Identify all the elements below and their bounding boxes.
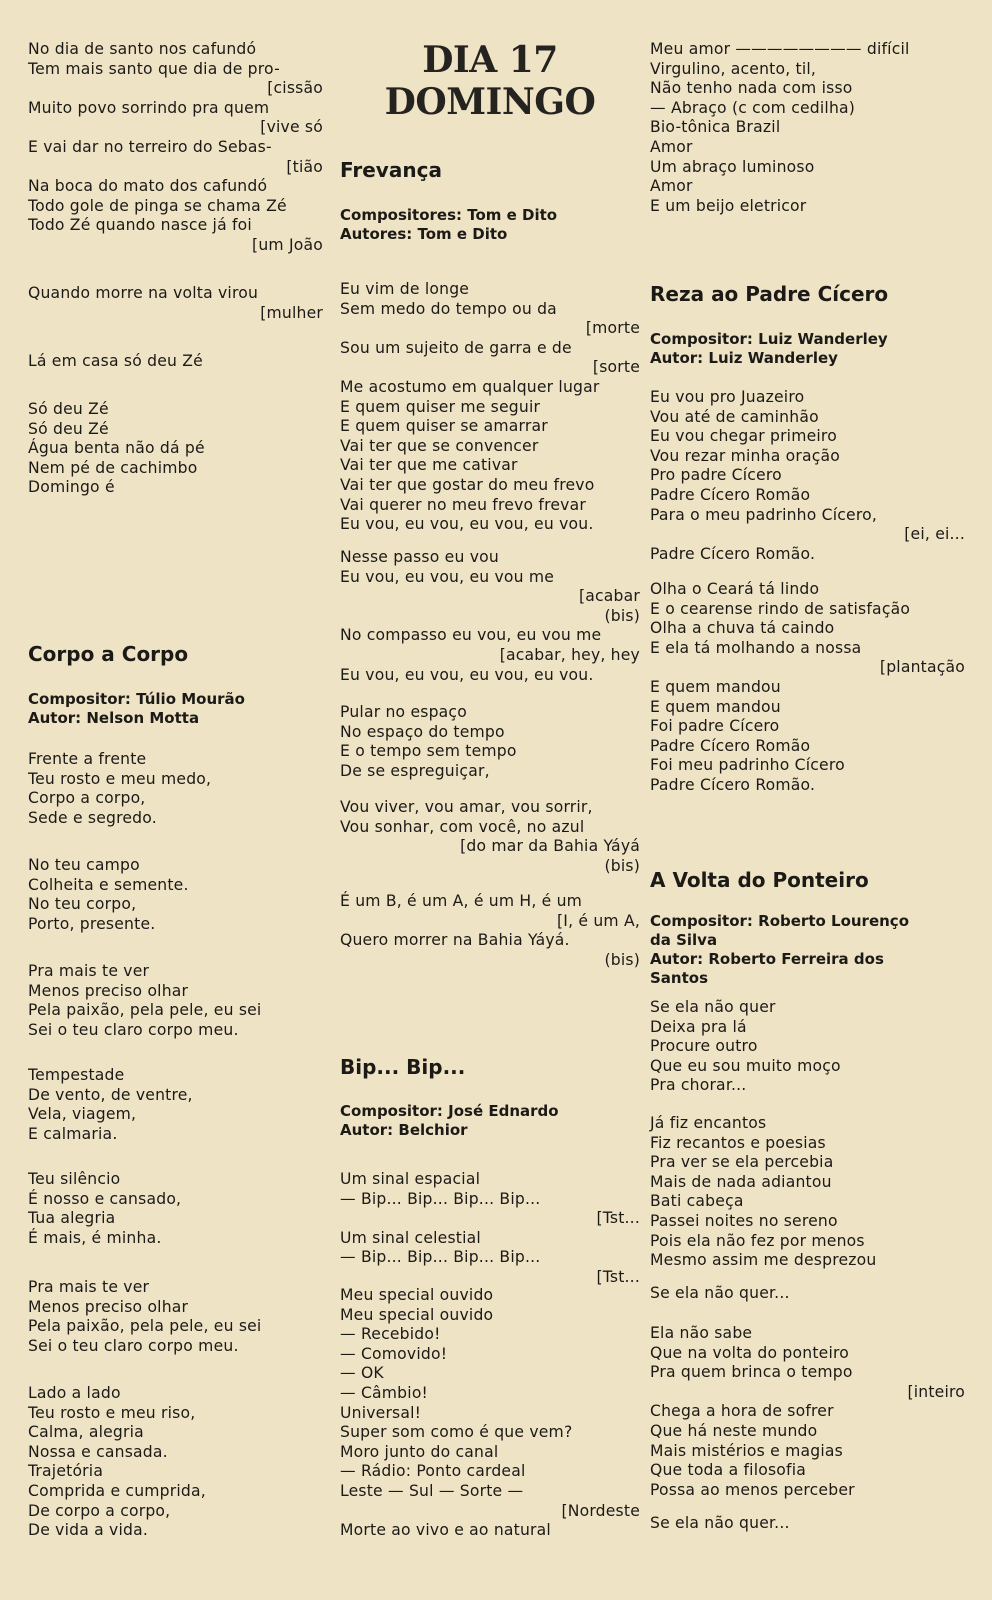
lyric-line: Nem pé de cachimbo <box>28 458 198 477</box>
lyric-line: Possa ao menos perceber <box>650 1480 855 1499</box>
composer-credit: Compositores: Tom e Dito <box>340 206 558 224</box>
lyric-line: Teu rosto e meu riso, <box>28 1403 196 1422</box>
lyric-line: Só deu Zé <box>28 419 109 438</box>
day-heading: DIA 17 <box>422 39 558 81</box>
lyric-line: Bati cabeça <box>650 1192 744 1211</box>
song-credits <box>650 912 965 988</box>
stanza <box>650 388 965 564</box>
lyric-line: Nesse passo eu vou <box>340 548 499 566</box>
lyric-line: — Recebido! <box>340 1325 441 1344</box>
stanza <box>28 1066 323 1144</box>
lyric-line: Me acostumo em qualquer lugar <box>340 377 600 396</box>
verse-block <box>28 40 323 256</box>
lyric-line: Frente a frente <box>28 750 147 768</box>
lyric-line: E vai dar no terreiro do Sebas- <box>28 137 272 156</box>
lyric-line: No dia de santo nos cafundó <box>28 40 257 58</box>
lyric-line: Pular no espaço <box>340 703 467 721</box>
song-header <box>340 1055 640 1079</box>
lyric-line: (bis) <box>604 856 640 875</box>
lyric-line: Foi padre Cícero <box>650 717 780 736</box>
lyric-line: [inteiro <box>907 1382 965 1401</box>
lyric-line: Passei noites no sereno <box>650 1211 838 1230</box>
lyric-line: Olha a chuva tá caindo <box>650 619 835 638</box>
lyric-line: Vou até de caminhão <box>650 407 819 426</box>
lyric-line: Tem mais santo que dia de pro- <box>28 59 280 78</box>
lyric-line: Foi meu padrinho Cícero <box>650 756 845 775</box>
lyric-line: Menos preciso olhar <box>28 981 189 1000</box>
lyric-line: Sede e segredo. <box>28 808 157 827</box>
lyric-line: [acabar <box>578 587 640 606</box>
lyric-line: [vive só <box>260 118 323 137</box>
lyric-line: Lado a lado <box>28 1384 121 1402</box>
lyric-line: E o cearense rindo de satisfação <box>650 599 911 618</box>
lyric-line: Eu vim de longe <box>340 280 470 298</box>
song-title: A Volta do Ponteiro <box>650 868 869 892</box>
lyric-line: De se espreguiçar, <box>340 761 490 780</box>
lyric-line: No teu campo <box>28 856 140 874</box>
stanza <box>340 892 640 970</box>
stanza <box>340 1286 640 1541</box>
lyric-line: Todo gole de pinga se chama Zé <box>28 196 287 215</box>
lyric-line: Já fiz encantos <box>650 1114 767 1132</box>
lyric-line: É um B, é um A, é um H, é um <box>340 892 583 910</box>
stanza <box>650 1514 965 1534</box>
lyric-line: Eu vou, eu vou, eu vou me <box>340 567 555 586</box>
lyric-line: Pra ver se ela percebia <box>650 1153 834 1172</box>
lyric-line: Muito povo sorrindo pra quem <box>28 98 270 117</box>
lyric-line: Pela paixão, pela pele, eu sei <box>28 1001 262 1020</box>
lyric-line: Pra mais te ver <box>28 1278 150 1296</box>
lyric-line: Só deu Zé <box>28 400 109 418</box>
lyric-line: Padre Cícero Romão. <box>650 775 816 794</box>
composer-credit: Compositor: Luiz Wanderley <box>650 330 888 348</box>
lyric-line: Sou um sujeito de garra e de <box>340 338 572 357</box>
lyric-line: Super som como é que vem? <box>340 1423 573 1442</box>
verse-block <box>28 284 323 323</box>
lyric-line: Um abraço luminoso <box>650 157 815 176</box>
lyric-line: Quando morre na volta virou <box>28 284 259 302</box>
lyric-line: Quero morrer na Bahia Yáyá. <box>340 931 570 950</box>
lyric-line: [I, é um A, <box>556 911 640 930</box>
author-credit: Autor: Roberto Ferreira dos <box>650 950 884 968</box>
lyric-line: [um João <box>252 235 323 254</box>
lyric-line: — Abraço (c com cedilha) <box>650 98 856 117</box>
lyric-line: E calmaria. <box>28 1124 118 1143</box>
lyric-line: E quem mandou <box>650 697 781 716</box>
lyric-line: Pela paixão, pela pele, eu sei <box>28 1317 262 1336</box>
lyric-line: Pra quem brinca o tempo <box>650 1363 853 1382</box>
lyric-line: Morte ao vivo e ao natural <box>340 1521 551 1540</box>
lyric-line: Que toda a filosofia <box>650 1461 807 1480</box>
stanza <box>340 548 640 685</box>
lyric-line: Tua alegria <box>28 1209 116 1228</box>
lyric-line: Menos preciso olhar <box>28 1297 189 1316</box>
lyric-line: Sei o teu claro corpo meu. <box>28 1336 239 1355</box>
composer-credit: Compositor: Roberto Lourenço <box>650 912 909 930</box>
lyric-line: De vento, de ventre, <box>28 1085 193 1104</box>
lyric-line: [tião <box>286 157 323 176</box>
song-title: Corpo a Corpo <box>28 642 189 666</box>
lyric-line: Amor <box>650 137 693 156</box>
lyric-line: Sem medo do tempo ou da <box>340 299 557 318</box>
lyric-line: Bio-tônica Brazil <box>650 118 781 137</box>
song-title: Bip... Bip... <box>340 1055 466 1079</box>
lyric-line: Padre Cícero Romão <box>650 485 811 504</box>
lyric-line: Não tenho nada com isso <box>650 79 853 98</box>
lyric-line: Amor <box>650 177 693 196</box>
lyric-line: [morte <box>585 319 640 338</box>
lyric-line: Colheita e semente. <box>28 875 189 894</box>
lyric-line: [Tst... <box>596 1267 640 1286</box>
author-credit: Autores: Tom e Dito <box>340 225 508 243</box>
song-title: Reza ao Padre Cícero <box>650 282 889 306</box>
lyric-line: — Rádio: Ponto cardeal <box>340 1462 526 1481</box>
stanza <box>28 1384 323 1541</box>
lyric-line: E ela tá molhando a nossa <box>650 638 862 657</box>
lyric-line: — Comovido! <box>340 1344 448 1363</box>
lyric-line: E quem quiser se amarrar <box>340 417 548 436</box>
lyric-line: Domingo é <box>28 478 115 497</box>
lyric-line: Meu amor ———————— difícil <box>650 40 910 58</box>
song-credits <box>340 1102 640 1140</box>
lyric-line: E quem quiser me seguir <box>340 397 541 416</box>
stanza <box>28 962 323 1040</box>
stanza <box>340 798 640 876</box>
lyric-line: Padre Cícero Romão. <box>650 544 816 563</box>
lyric-line: Que na volta do ponteiro <box>650 1343 849 1362</box>
lyric-line: Água benta não dá pé <box>28 439 205 458</box>
lyric-line: — OK <box>340 1364 384 1383</box>
stanza <box>340 1170 640 1288</box>
lyric-line: Padre Cícero Romão <box>650 736 811 755</box>
stanza <box>28 750 323 828</box>
lyric-line: E o tempo sem tempo <box>340 742 517 761</box>
song-header <box>650 282 965 306</box>
stanza <box>28 856 323 934</box>
stanza <box>650 1324 965 1500</box>
lyric-line: Nossa e cansada. <box>28 1442 168 1461</box>
lyric-line: Virgulino, acento, til, <box>650 59 817 78</box>
stanza <box>650 1114 965 1271</box>
lyric-line: No compasso eu vou, eu vou me <box>340 626 602 645</box>
composer-credit: Compositor: José Ednardo <box>340 1102 559 1120</box>
stanza <box>28 1278 323 1356</box>
lyric-line: Vai querer no meu frevo frevar <box>340 495 586 514</box>
lyric-line: E quem mandou <box>650 677 781 696</box>
lyric-line: Se ela não quer <box>650 998 776 1016</box>
lyric-line: Teu rosto e meu medo, <box>28 769 212 788</box>
lyric-line: [Nordeste <box>561 1501 640 1520</box>
author-credit: Santos <box>650 969 709 987</box>
stanza <box>650 998 965 1096</box>
author-credit: Autor: Belchior <box>340 1121 468 1139</box>
lyric-line: Chega a hora de sofrer <box>650 1402 834 1421</box>
lyric-line: Que há neste mundo <box>650 1421 818 1440</box>
lyric-line: No espaço do tempo <box>340 722 505 741</box>
song-header <box>340 158 640 182</box>
stanza <box>340 703 640 781</box>
lyric-line: De vida a vida. <box>28 1521 149 1540</box>
lyric-line: Calma, alegria <box>28 1423 144 1442</box>
composer-credit: da Silva <box>650 931 718 949</box>
lyric-line: Sei o teu claro corpo meu. <box>28 1020 239 1039</box>
lyric-line: [sorte <box>592 358 640 377</box>
lyric-line: [plantação <box>879 658 965 677</box>
lyric-line: Procure outro <box>650 1037 758 1056</box>
lyric-line: Que eu sou muito moço <box>650 1056 841 1075</box>
lyric-line: Vai ter que me cativar <box>340 456 518 475</box>
lyric-line: Eu vou, eu vou, eu vou, eu vou. <box>340 665 594 684</box>
lyric-line: Um sinal celestial <box>340 1228 481 1247</box>
lyric-line: [cissão <box>267 79 323 98</box>
lyric-line: Olha o Ceará tá lindo <box>650 580 820 598</box>
song-credits <box>650 330 965 368</box>
song-header <box>28 642 323 666</box>
lyric-line: Teu silêncio <box>28 1170 121 1188</box>
lyric-line: E um beijo eletricor <box>650 196 807 215</box>
lyric-line: Vou rezar minha oração <box>650 446 840 465</box>
lyric-line: Meu special ouvido <box>340 1305 494 1324</box>
lyric-line: [mulher <box>260 303 323 322</box>
song-header <box>650 868 965 892</box>
lyric-line: De corpo a corpo, <box>28 1501 171 1520</box>
lyric-line: Eu vou chegar primeiro <box>650 427 837 446</box>
author-credit: Autor: Nelson Motta <box>28 709 200 727</box>
song-credits <box>28 690 323 728</box>
lyric-line: Mesmo assim me desprezou <box>650 1251 877 1270</box>
stanza <box>650 1284 965 1304</box>
stanza <box>650 580 965 796</box>
lyric-line: Corpo a corpo, <box>28 789 146 808</box>
lyric-line: Deixa pra lá <box>650 1017 747 1036</box>
lyric-line: Mais de nada adiantou <box>650 1172 832 1191</box>
lyric-line: Fiz recantos e poesias <box>650 1133 826 1152</box>
song-title: Frevança <box>340 158 442 182</box>
song-credits <box>340 206 640 244</box>
lyric-line: No teu corpo, <box>28 895 137 914</box>
lyric-line: (bis) <box>604 950 640 969</box>
lyric-line: Um sinal espacial <box>340 1170 481 1188</box>
lyric-line: Trajetória <box>28 1462 104 1481</box>
verse-block <box>650 40 965 216</box>
lyric-line: Pois ela não fez por menos <box>650 1231 865 1250</box>
lyric-line: [do mar da Bahia Yáyá <box>460 837 640 856</box>
author-credit: Autor: Luiz Wanderley <box>650 349 838 367</box>
lyric-line: Pro padre Cícero <box>650 466 782 485</box>
lyric-line: Vai ter que se convencer <box>340 436 539 455</box>
lyric-line: Ela não sabe <box>650 1324 753 1342</box>
lyric-line: Vai ter que gostar do meu frevo <box>340 475 595 494</box>
lyric-line: É nosso e cansado, <box>28 1189 182 1208</box>
lyric-line: Vou sonhar, com você, no azul <box>340 817 585 836</box>
weekday-heading: DOMINGO <box>384 81 596 123</box>
lyric-line: Porto, presente. <box>28 914 156 933</box>
lyric-line: Eu vou pro Juazeiro <box>650 388 805 406</box>
lyric-line: Pra mais te ver <box>28 962 150 980</box>
lyric-line: Leste — Sul — Sorte — <box>340 1481 524 1500</box>
lyric-line: — Bip... Bip... Bip... Bip... <box>340 1248 541 1267</box>
lyric-line: Vela, viagem, <box>28 1105 137 1124</box>
lyric-line: Universal! <box>340 1403 422 1422</box>
verse-block <box>28 352 323 372</box>
lyric-line: Se ela não quer... <box>650 1514 790 1532</box>
lyric-line: Moro junto do canal <box>340 1442 499 1461</box>
stanza <box>340 280 640 535</box>
lyric-line: Vou viver, vou amar, vou sorrir, <box>340 798 593 816</box>
lyric-line: [Tst... <box>596 1209 640 1228</box>
verse-block <box>28 400 323 498</box>
lyric-line: Pra chorar... <box>650 1076 747 1095</box>
composer-credit: Compositor: Túlio Mourão <box>28 690 245 708</box>
lyric-line: [acabar, hey, hey <box>499 645 640 664</box>
lyric-line: Eu vou, eu vou, eu vou, eu vou. <box>340 515 594 534</box>
lyric-line: Todo Zé quando nasce já foi <box>28 216 252 235</box>
lyric-line: Mais mistérios e magias <box>650 1441 843 1460</box>
lyric-line: Se ela não quer... <box>650 1284 790 1302</box>
lyric-line: [ei, ei... <box>904 525 965 544</box>
lyric-line: — Bip... Bip... Bip... Bip... <box>340 1189 541 1208</box>
lyric-line: Na boca do mato dos cafundó <box>28 177 268 196</box>
lyric-line: É mais, é minha. <box>28 1228 162 1247</box>
lyric-line: Tempestade <box>28 1066 125 1084</box>
lyric-line: Para o meu padrinho Cícero, <box>650 505 878 524</box>
lyric-line: Comprida e cumprida, <box>28 1481 206 1500</box>
lyric-line: — Câmbio! <box>340 1383 429 1402</box>
lyric-line: Lá em casa só deu Zé <box>28 352 203 370</box>
lyric-line: Meu special ouvido <box>340 1286 494 1304</box>
stanza <box>28 1170 323 1248</box>
lyric-line: (bis) <box>604 606 640 625</box>
